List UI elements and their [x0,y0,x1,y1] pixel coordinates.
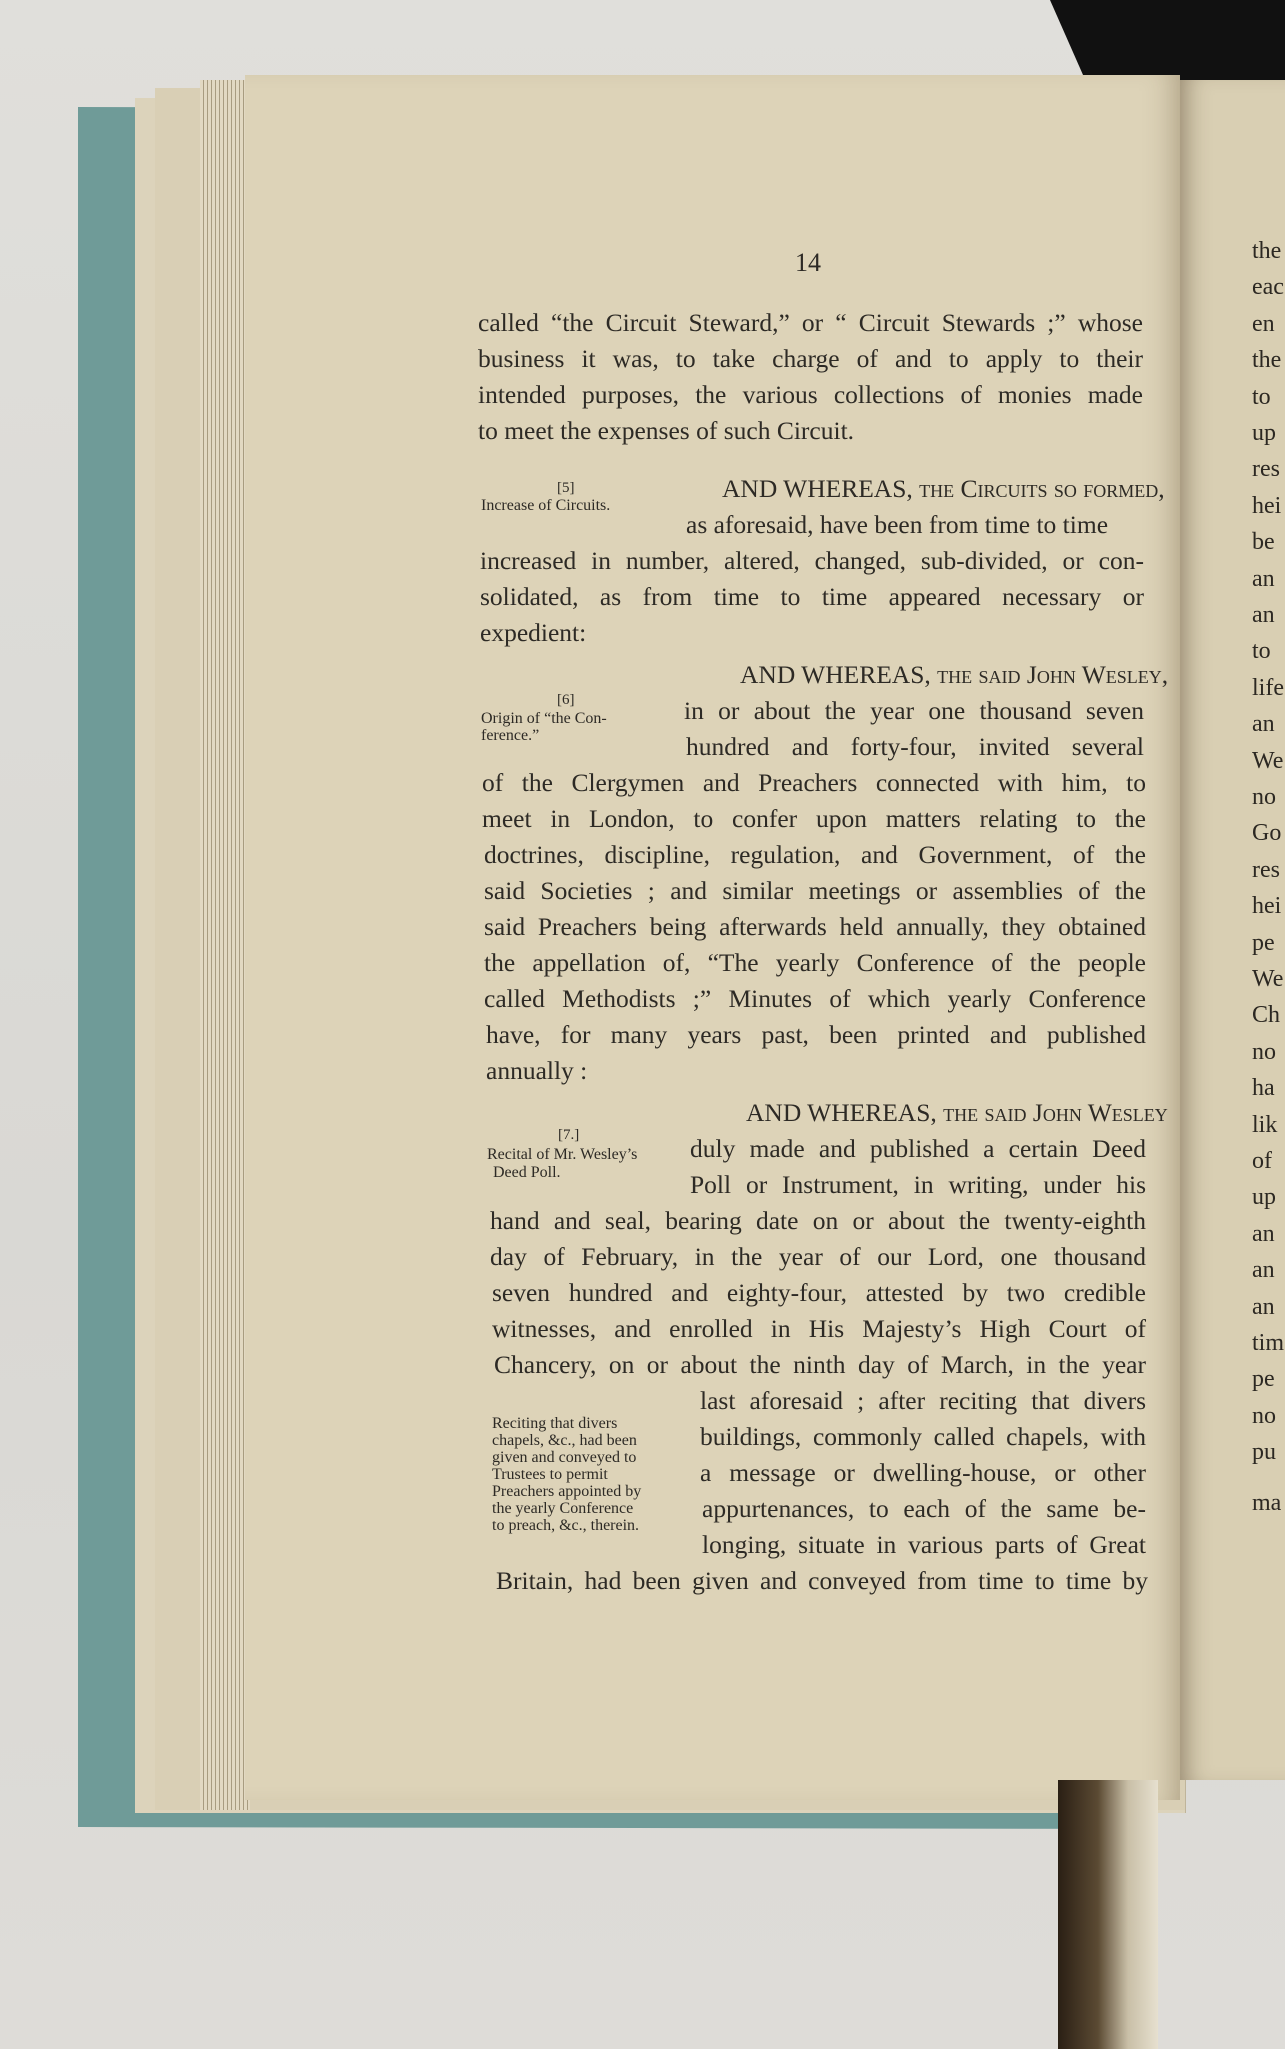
margin-note-recital-1: Recital of Mr. Wesley’s [487,1146,638,1163]
body-line: said Societies ; and similar meetings or assemblies of the [484,876,1146,905]
facing-page-fragment: tim [1252,1330,1285,1356]
facing-page-fragment: ha [1252,1075,1275,1102]
body-line: increased in number, altered, changed, sub-divided, or con- [480,546,1144,575]
margin-note-origin-conference-2: ference.” [481,727,540,744]
dark-corner [1050,0,1285,80]
facing-page-fragment: We [1252,747,1284,774]
facing-page-fragment: an [1252,602,1275,628]
body-line: Poll or Instrument, in writing, under his [690,1170,1146,1199]
margin-note-reciting-7: to preach, &c., therein. [492,1517,640,1534]
body-line: solidated, as from time to time appeared necessary or [480,582,1144,611]
body-line: seven hundred and eighty-four, attested by two credible [492,1278,1146,1307]
margin-marker-7: [7.] [558,1127,580,1143]
facing-page-fragment: the [1252,347,1282,374]
facing-page-fragment: hei [1252,492,1282,519]
body-line: Britain, had been given and conveyed from time to time by [496,1566,1148,1595]
facing-page-fragment: no [1252,784,1276,810]
facing-page [1180,80,1285,1780]
margin-note-reciting-1: Reciting that divers [492,1415,618,1432]
body-line: business it was, to take charge of and to apply to their [478,344,1143,373]
margin-marker-6: [6] [557,692,575,708]
facing-page-fragment: res [1252,456,1280,483]
margin-note-reciting-2: chapels, &c., had been [492,1432,637,1449]
body-line: called “the Circuit Steward,” or “ Circuit Stewards ;” whose [478,308,1143,337]
facing-page-fragment: lik [1252,1111,1278,1138]
margin-note-reciting [492,1415,682,1534]
body-line: intended purposes, the various collections of monies made [478,380,1143,409]
body-line: witnesses, and enrolled in His Majesty’s High Court of [492,1314,1146,1343]
margin-marker-5: [5] [557,480,575,496]
body-line: duly made and published a certain Deed [690,1134,1146,1163]
body-line: a message or dwelling-house, or other [700,1458,1146,1487]
facing-page-fragment: an [1252,711,1275,738]
body-line: AND WHEREAS, the said John Wesley, [740,660,1169,689]
margin-note-origin-conference-1: Origin of “the Con- [481,710,607,727]
body-line: of the Clergymen and Preachers connected with him, to [482,768,1146,797]
body-line: in or about the year one thousand seven [684,696,1144,725]
body-line: last aforesaid ; after reciting that divers [700,1386,1146,1415]
facing-page-fragment: Go [1252,820,1282,847]
facing-page-fragment: en [1252,310,1275,337]
facing-page-fragment: to [1252,638,1271,665]
facing-page-fragment: an [1252,565,1275,592]
body-line: annually : [486,1056,588,1085]
body-line: meet in London, to confer upon matters relating to the [482,804,1146,833]
facing-page-fragment: pe [1252,1366,1275,1393]
facing-page-fragment: eac [1252,274,1284,301]
facing-page-fragment: res [1252,856,1280,883]
facing-page-fragment: pe [1252,929,1275,956]
body-line: longing, situate in various parts of Great [702,1530,1146,1559]
body-line: day of February, in the year of our Lord, one thousand [490,1242,1146,1271]
margin-note-reciting-5: Preachers appointed by [492,1483,642,1500]
body-line: Chancery, on or about the ninth day of March, in the year [494,1350,1146,1379]
page-number: 14 [795,248,821,277]
body-line: to meet the expenses of such Circuit. [478,416,855,445]
body-line: doctrines, discipline, regulation, and Government, of the [484,840,1146,869]
facing-page-fragment: up [1252,420,1276,446]
page-edges [200,80,250,1810]
body-line: the appellation of, “The yearly Conference of the people [484,948,1146,977]
facing-page-fragment: We [1252,966,1284,992]
binding-shadow [1058,1780,1158,2049]
body-line: called Methodists ;” Minutes of which yearly Conference [484,984,1146,1013]
facing-page-fragment: pu [1252,1439,1276,1466]
facing-page-fragment: life [1252,674,1284,701]
facing-page-fragment: an [1252,1257,1275,1284]
margin-note-reciting-6: the yearly Conference [492,1500,634,1517]
facing-page-fragment: ma [1252,1490,1282,1516]
margin-note-increase-circuits: Increase of Circuits. [481,497,611,514]
body-line: said Preachers being afterwards held annually, they obtained [484,912,1146,941]
body-line: have, for many years past, been printed and published [486,1020,1146,1049]
facing-page-fragment: to [1252,383,1271,410]
facing-page-fragment: be [1252,529,1275,556]
body-line: expedient: [480,618,587,647]
facing-page-fragment: hei [1252,893,1282,920]
facing-page-fragment: an [1252,1293,1275,1320]
margin-note-reciting-4: Trustees to permit [492,1466,608,1483]
facing-page-fragment: of [1252,1148,1272,1174]
facing-page-fragment: an [1252,1220,1275,1247]
body-line: as aforesaid, have been from time to time [686,510,1109,539]
body-line: AND WHEREAS, the Circuits so formed, [722,474,1165,503]
facing-page-fragment: the [1252,238,1282,264]
facing-page-fragment: no [1252,1402,1276,1429]
facing-page-fragment: up [1252,1184,1276,1211]
body-line: AND WHEREAS, the said John Wesley [746,1098,1168,1127]
body-line: hand and seal, bearing date on or about the twenty-eighth [490,1206,1146,1235]
facing-page-fragment: Ch [1252,1002,1281,1029]
body-line: appurtenances, to each of the same be- [702,1494,1146,1523]
margin-note-reciting-3: given and conveyed to [492,1449,637,1466]
facing-page-fragment: no [1252,1038,1276,1065]
body-line: hundred and forty-four, invited several [686,732,1144,761]
margin-note-recital-2: Deed Poll. [493,1164,561,1181]
body-line: buildings, commonly called chapels, with [700,1422,1146,1451]
